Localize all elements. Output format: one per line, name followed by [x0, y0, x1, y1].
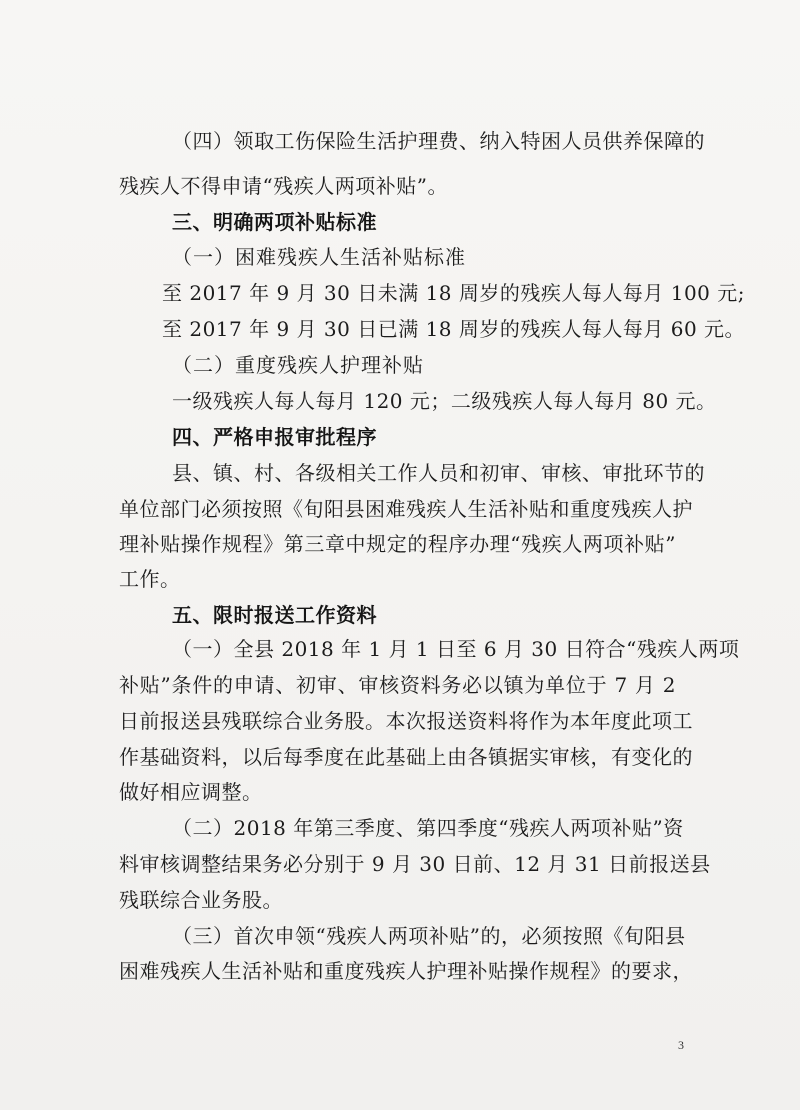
paragraph-line: 至 2017 年 9 月 30 日已满 18 周岁的残疾人每人每月 60 元。 — [162, 317, 746, 341]
paragraph-line: 一级残疾人每人每月 120 元；二级残疾人每人每月 80 元。 — [172, 389, 717, 413]
paragraph-line: 补贴”条件的申请、初审、审核资料务必以镇为单位于 7 月 2 — [119, 673, 676, 697]
subsection-heading: （二）重度残疾人护理补贴 — [172, 353, 424, 377]
paragraph-line: 做好相应调整。 — [119, 780, 263, 804]
paragraph-line: 残疾人不得申请“残疾人两项补贴”。 — [119, 174, 448, 198]
subsection-heading: （一）困难残疾人生活补贴标准 — [172, 245, 466, 269]
page-number: 3 — [678, 1038, 684, 1052]
paragraph-line: 单位部门必须按照《旬阳县困难残疾人生活补贴和重度残疾人护 — [119, 497, 693, 521]
section-heading: 四、严格申报审批程序 — [172, 425, 377, 449]
section-heading: 三、明确两项补贴标准 — [172, 210, 377, 234]
paragraph-line: （一）全县 2018 年 1 月 1 日至 6 月 30 日符合“残疾人两项 — [172, 637, 740, 661]
paragraph-line: （四）领取工伤保险生活护理费、纳入特困人员供养保障的 — [172, 129, 705, 153]
section-heading: 五、限时报送工作资料 — [172, 603, 377, 627]
paragraph-line: 工作。 — [119, 567, 181, 591]
paragraph-line: 残联综合业务股。 — [119, 888, 283, 912]
paragraph-line: （二）2018 年第三季度、第四季度“残疾人两项补贴”资 — [172, 816, 684, 840]
paragraph-line: 至 2017 年 9 月 30 日未满 18 周岁的残疾人每人每月 100 元; — [162, 281, 746, 305]
paragraph-line: 县、镇、村、各级相关工作人员和初审、审核、审批环节的 — [172, 461, 705, 485]
paragraph-line: 困难残疾人生活补贴和重度残疾人护理补贴操作规程》的要求， — [119, 959, 693, 983]
paragraph-line: （三）首次申领“残疾人两项补贴”的，必须按照《旬阳县 — [172, 924, 686, 948]
paragraph-line: 料审核调整结果务必分别于 9 月 30 日前、12 月 31 日前报送县 — [119, 852, 711, 876]
paragraph-line: 作基础资料，以后每季度在此基础上由各镇据实审核，有变化的 — [119, 745, 693, 769]
paragraph-line: 日前报送县残联综合业务股。本次报送资料将作为本年度此项工 — [119, 709, 693, 733]
paragraph-line: 理补贴操作规程》第三章中规定的程序办理“残疾人两项补贴” — [119, 532, 676, 556]
